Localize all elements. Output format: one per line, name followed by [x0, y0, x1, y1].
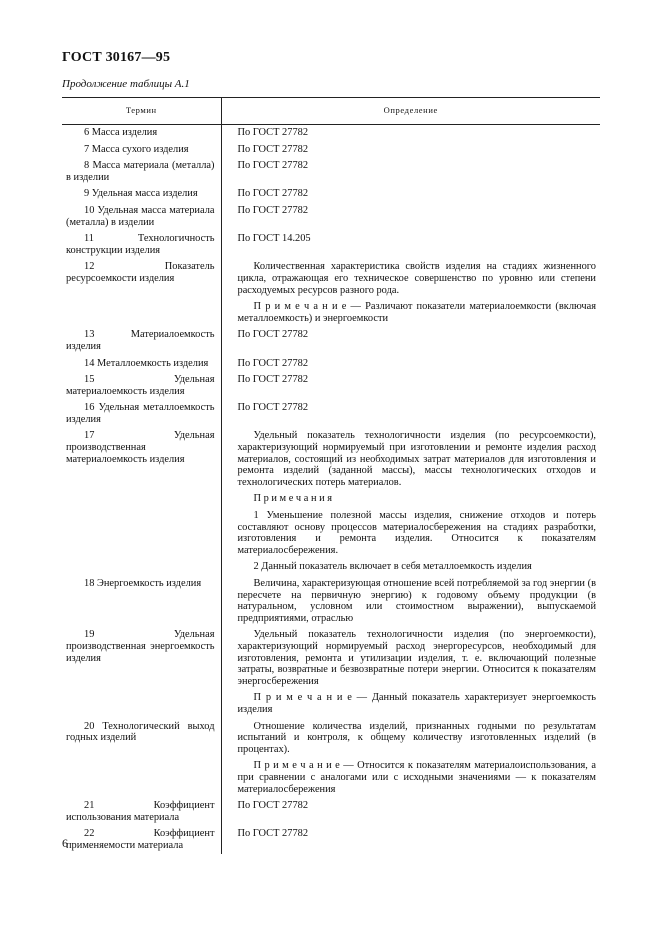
term-cell: 21 Коэффициент использования материала [62, 798, 221, 826]
term-cell: 8 Масса материала (металла) в изделии [62, 158, 221, 186]
definition-cell: 2 Данный показатель включает в себя металлоемкость изделия [253, 561, 532, 573]
term-cell: 20 Технологический выход годных изделий [62, 719, 221, 759]
table-row [62, 186, 600, 203]
table-row [62, 327, 600, 355]
definition-cell: По ГОСТ 27782 [237, 160, 309, 172]
table-row [62, 758, 600, 798]
term-cell: 13 Материалоемкость изделия [62, 327, 221, 355]
table-header-row [62, 98, 600, 125]
table-row [62, 231, 600, 259]
table-row [62, 826, 600, 854]
definition-cell: По ГОСТ 14.205 [237, 233, 311, 245]
definition-cell: По ГОСТ 27782 [237, 204, 309, 216]
table-row [62, 203, 600, 231]
term-cell: 9 Удельная масса изделия [62, 186, 221, 203]
page-number: 6 [62, 836, 68, 850]
term-cell [62, 758, 221, 798]
table-row [62, 259, 600, 299]
definition-cell: Величина, характеризующая отношение всей потребляемой за год энергии (в пересчете на первичную энергию) к годовому объему продукции (в натуральном, условном или стоимостном выражении), выпускаемой предприятиями, отраслью [237, 578, 596, 624]
definition-cell: Удельный показатель технологичности изделия (по ресурсоемкости), характеризующий нормируемый при изготовлении и ремонте изделия расход материалов, состоящий из необходимых затрат материалов для изготовления и ремонта изделий (заданной массы), массы технологических отходов и технологических потерь материалов. [237, 430, 596, 488]
term-cell: 6 Масса изделия [62, 125, 221, 142]
definition-cell: По ГОСТ 27782 [237, 828, 309, 840]
term-cell [62, 299, 221, 327]
term-cell: 16 Удельная металлоемкость изделия [62, 400, 221, 428]
definition-cell: По ГОСТ 27782 [237, 127, 309, 138]
table-row [62, 372, 600, 400]
column-header-term: Термин [62, 98, 221, 125]
definition-cell: П р и м е ч а н и е — Относится к показателям материалоиспользования, а при сравнении с аналогами или с исходными значениями — к показателям материалосбережения [237, 760, 596, 795]
table-row [62, 356, 600, 373]
term-cell: 18 Энергоемкость изделия [62, 576, 221, 627]
definition-cell: По ГОСТ 27782 [237, 188, 309, 200]
term-cell: 17 Удельная производственная материалоемкость изделия [62, 428, 221, 491]
table-row [62, 491, 600, 508]
table-row [62, 400, 600, 428]
definition-cell: 1 Уменьшение полезной массы изделия, снижение отходов и потерь составляют основу процессов материалосбережения на стадиях разработки, изготовления и ремонта изделия. Относится к показателям материалосбережения. [237, 510, 596, 556]
term-cell [62, 690, 221, 718]
definition-cell: Количественная характеристика свойств изделия на стадиях жизненного цикла, отражающая его техническое совершенство по уровню или степени расходуемых ресурсов разного рода. [237, 261, 596, 296]
term-cell: 19 Удельная производственная энергоемкость изделия [62, 627, 221, 690]
definition-cell: П р и м е ч а н и е — Данный показатель характеризует энергоемкость изделия [237, 692, 596, 715]
definition-cell: Удельный показатель технологичности изделия (по энергоемкости), характеризующий нормируемый расход энергоресурсов, необходимый для изготовления, ремонта и утилизации изделия, т. е. включающий полезные затраты, возвратные и безвозвратные потери энергии. Относится к показателям энергосбережения [237, 629, 596, 687]
table-row [62, 559, 600, 576]
term-cell: 15 Удельная материалоемкость изделия [62, 372, 221, 400]
standard-title: ГОСТ 30167—95 [62, 50, 171, 65]
definition-cell: По ГОСТ 27782 [237, 357, 309, 369]
term-cell: 12 Показатель ресурсоемкости изделия [62, 259, 221, 299]
term-cell: 7 Масса сухого изделия [62, 142, 221, 159]
terms-table [62, 97, 600, 854]
table-row [62, 299, 600, 327]
table-row [62, 576, 600, 627]
table-body [62, 125, 600, 855]
term-cell: 11 Технологичность конструкции изделия [62, 231, 221, 259]
term-cell: 22 Коэффициент применяемости материала [62, 826, 221, 854]
definition-cell: П р и м е ч а н и я [253, 493, 333, 505]
table-row [62, 158, 600, 186]
table-row [62, 690, 600, 718]
term-cell [62, 508, 221, 559]
term-cell [62, 559, 221, 576]
term-cell [62, 491, 221, 508]
term-cell: 14 Металлоемкость изделия [62, 356, 221, 373]
table-row [62, 508, 600, 559]
definition-cell: Отношение количества изделий, признанных годными по результатам испытаний и контроля, к общему количеству изготовленных изделий (в процентах). [237, 720, 596, 755]
table-row [62, 125, 600, 142]
table-row [62, 798, 600, 826]
table-row [62, 627, 600, 690]
definition-cell: П р и м е ч а н и е — Различают показатели материалоемкости (включая металлоемкость) и энергоемкости [237, 301, 596, 324]
definition-cell: По ГОСТ 27782 [237, 402, 309, 414]
definition-cell: По ГОСТ 27782 [237, 143, 309, 155]
table-caption: Продолжение таблицы А.1 [62, 78, 190, 90]
table-row [62, 428, 600, 491]
table-row [62, 142, 600, 159]
definition-cell: По ГОСТ 27782 [237, 329, 309, 341]
term-cell: 10 Удельная масса материала (металла) в изделии [62, 203, 221, 231]
definition-cell: По ГОСТ 27782 [237, 800, 309, 812]
column-header-definition: Определение [221, 98, 600, 125]
definition-cell: По ГОСТ 27782 [237, 374, 309, 386]
table-row [62, 719, 600, 759]
